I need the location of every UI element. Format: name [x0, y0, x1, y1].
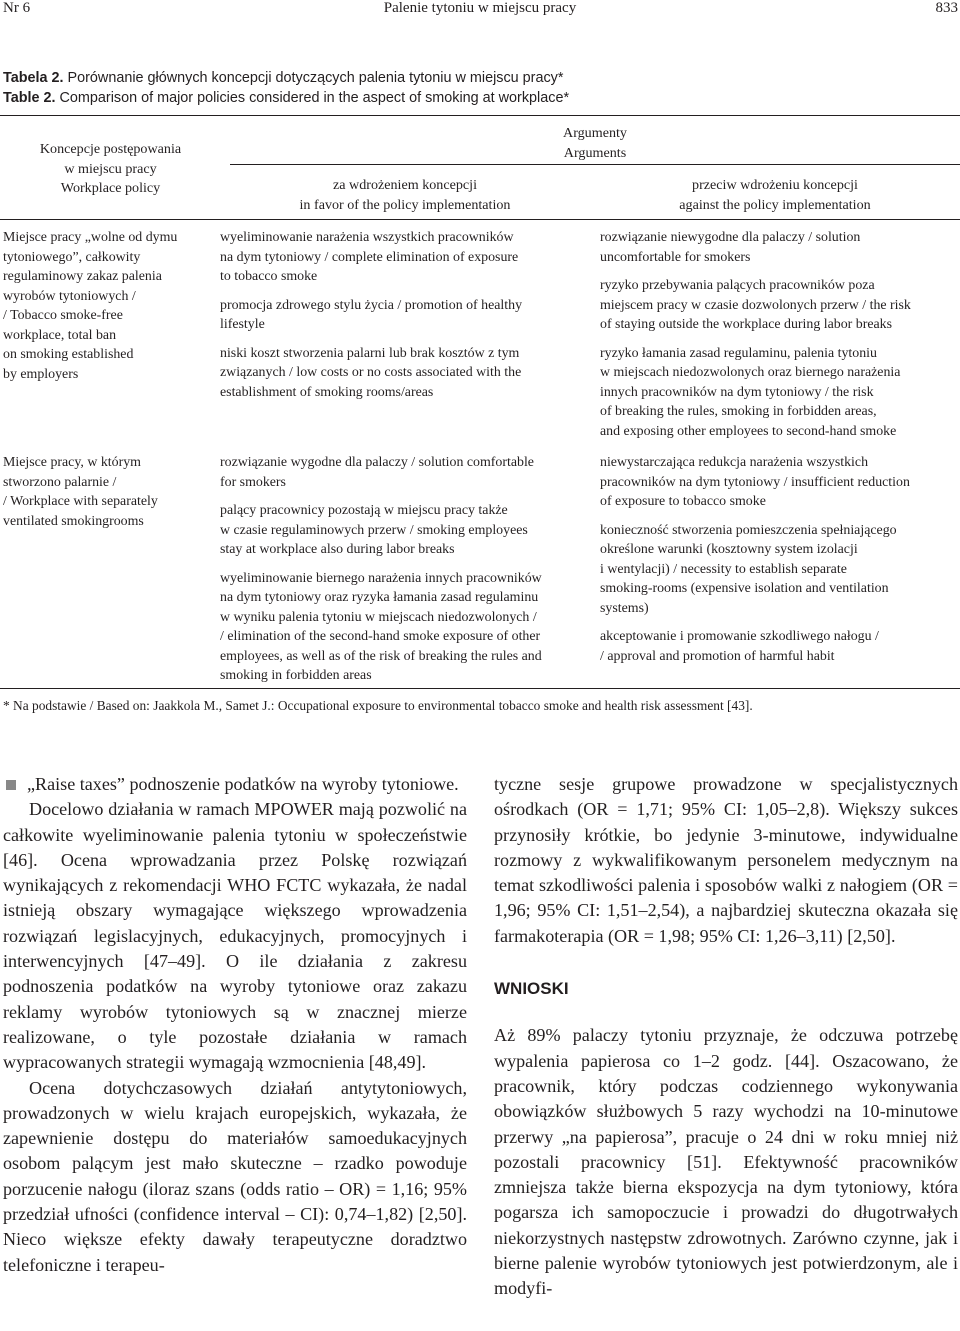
cell-line: niewystarczająca redukcja narażenia wszystkich: [600, 455, 869, 470]
cell-line: na dym tytoniowy / complete elimination of exposure: [220, 249, 519, 265]
argument-item: [600, 344, 960, 442]
row-2-policy: [3, 453, 208, 531]
paragraph: Ocena dotychczasowych działań antytytoniowych, prowadzonych w wielu krajach europejskich, wykazała, że zapewnienie dostępu do materiałów samoedukacyjnych osobom palącym jest mało skuteczne – rzadko powoduje porzucenie nałogu (iloraz szans (odds ratio – OR) = 1,16; 95% przedział ufności (confidence interval – CI): 0,74–1,82) [2,50]. Nieco większe efekty dawały terapeutyczne doradztwo telefoniczne i terapeu-: [3, 1077, 467, 1275]
cell-line: w miejscach niedozwolonych oraz biernego narażenia: [600, 365, 901, 380]
cell-line: uncomfortable for smokers: [600, 249, 751, 265]
cell-line: wyeliminowanie narażenia wszystkich pracowników: [220, 230, 514, 245]
header-line: Koncepcje postępowania: [39, 141, 182, 157]
cell-line: wyeliminowanie biernego narażenia innych pracowników: [220, 570, 542, 586]
header-against: [590, 176, 960, 215]
cell-line: w wyniku palenia tytoniu w miejscach niedozwolonych /: [220, 609, 537, 625]
header-line: za wdrożeniem koncepcji: [333, 177, 477, 193]
body-column-left: [3, 772, 467, 1278]
cell-line: promocja zdrowego stylu życia / promotion of healthy: [220, 297, 523, 313]
cell-line: regulaminowy zakaz palenia: [3, 269, 162, 284]
paragraph: Aż 89% palaczy tytoniu przyznaje, że odczuwa potrzebę wypalenia papierosa co 1–2 godz. [44]. Oszacowano, że pracownik, który podczas codziennego wykonywania obowiązków służbowych 5 razy wychodzi na 10-minutowe przerwy „na papierosa”, pracuje o 24 dni w roku mniej niż pozostali pracownicy [51]. Efektywność pracowników zmniejsza także bierna ekspozycja na dym tytoniowy, która pogarsza ich samopoczucie i prowadzi do długotrwałych niekorzystnych następstw zdrowotnych. Zarówno czynne, jak i bierne palenie wyrobów tytoniowych jest potwierdzonym, ale i modyfi-: [494, 1025, 958, 1299]
cell-line: i wentylacji) / necessity to establish separate: [600, 561, 847, 577]
caption-polish: [3, 68, 569, 88]
argument-item: [600, 453, 960, 512]
cell-line: związanych / low costs or no costs associated with the: [220, 365, 522, 380]
header-line: Argumenty: [563, 125, 627, 141]
cell-line: Miejsce pracy, w którym: [3, 455, 141, 470]
header-favor: [230, 176, 580, 215]
argument-item: [220, 296, 585, 335]
argument-item: [600, 627, 960, 666]
header-line: przeciw wdrożeniu koncepcji: [692, 177, 858, 193]
cell-line: ryzyko przebywania palących pracowników poza: [600, 278, 875, 293]
table-top-rule: [0, 115, 960, 116]
cell-line: ventilated smokingrooms: [3, 513, 144, 529]
argument-item: [220, 453, 585, 492]
running-title: Palenie tytoniu w miejscu pracy: [383, 0, 577, 16]
paragraph: Docelowo działania w ramach MPOWER mają pozwolić na całkowite wyeliminowanie palenia tytoniu w społeczeństwie [46]. Ocena wprowadzania przez Polskę rozwiązań wynikających z rekomendacji WHO FCTC wykazała, że nadal istnieją obszary wymagające większego wprowadzenia rozwiązań legislacyjnych, edukacyjnych, promocyjnych i interwencyjnych [47–49]. O ile działania z zakresu podnoszenia podatków na wyroby tytoniowe oraz zakazu reklamy wyrobów tytoniowych są w znacznej mierze realizowane, o tyle pozostałe działania w ramach wypracowanych strategii wymagają wzmocnienia [48,49].: [3, 799, 467, 1073]
cell-line: innych pracowników na dym tytoniowy / the risk: [600, 384, 874, 400]
cell-line: niski koszt stworzenia palarni lub brak kosztów z tym: [220, 345, 520, 361]
page-number: 833: [935, 0, 958, 16]
cell-line: of staying outside the workplace during labor breaks: [600, 317, 893, 332]
header-line: against the policy implementation: [679, 196, 871, 213]
caption-label: Table 2.: [3, 90, 56, 106]
header-policy: [3, 140, 218, 199]
cell-line: to tobacco smoke: [220, 269, 318, 284]
section-heading: WNIOSKI: [494, 979, 569, 999]
cell-line: workplace, total ban: [3, 327, 117, 343]
header-line: Arguments: [563, 144, 627, 161]
cell-line: określone warunki (kosztowny system izolacji: [600, 542, 858, 557]
cell-line: smoking-rooms (expensive isolation and ventilation: [600, 581, 889, 596]
cell-line: tytoniowego”, całkowity: [3, 249, 141, 265]
cell-line: konieczność stworzenia pomieszczenia spełniającego: [600, 522, 897, 538]
cell-line: / Workplace with separately: [3, 494, 158, 509]
argument-item: [600, 276, 960, 335]
arguments-rule: [230, 164, 960, 165]
bullet-text: „Raise taxes” podnoszenie podatków na wyroby tytoniowe.: [27, 774, 459, 794]
caption-english: [3, 88, 569, 108]
paragraph: tyczne sesje grupowe prowadzone w specjalistycznych ośrodkach (OR = 1,71; 95% CI: 1,05–2,8). Większy sukces przynosiły krótkie, bo jedynie 3-minutowe, indywidualne rozmowy z wykwalifikowanym personelem medycznym na temat szkodliwości palenia i sposobów walki z nałogiem (OR = 1,96; 95% CI: 1,51–2,54), a najbardziej skuteczna okazała się farmakoterapia (OR = 1,98; 95% CI: 1,26–3,11) [2,50].: [494, 774, 958, 946]
row-1-favor: [220, 228, 585, 411]
cell-line: Miejsce pracy „wolne od dymu: [3, 230, 178, 245]
row-2-against: [600, 453, 960, 675]
cell-line: and exposing other employees to second-hand smoke: [600, 423, 897, 439]
cell-line: / elimination of the second-hand smoke exposure of other: [220, 629, 541, 644]
header-line: in favor of the policy implementation: [299, 196, 511, 213]
header-arguments: [230, 124, 960, 163]
cell-line: wyrobów tytoniowych /: [3, 288, 136, 304]
cell-line: akceptowanie i promowanie szkodliwego nałogu /: [600, 629, 879, 644]
argument-item: [220, 228, 585, 287]
cell-line: establishment of smoking rooms/areas: [220, 384, 434, 400]
caption-text: Porównanie głównych koncepcji dotyczących palenia tytoniu w miejscu pracy*: [63, 70, 564, 86]
row-1-policy: [3, 228, 208, 384]
argument-item: [220, 344, 585, 403]
cell-line: stworzono palarnie /: [3, 474, 117, 490]
square-bullet-icon: [6, 780, 16, 790]
cell-line: palący pracownicy pozostają w miejscu pracy także: [220, 503, 508, 518]
argument-item: [600, 228, 960, 267]
argument-item: [220, 501, 585, 560]
cell-line: employees, as well as of the risk of breaking the rules and: [220, 648, 542, 664]
body-column-right: [494, 772, 958, 1302]
row-1-against: [600, 228, 960, 450]
cell-line: smoking in forbidden areas: [220, 668, 372, 683]
cell-line: rozwiązanie wygodne dla palaczy / solution comfortable: [220, 455, 534, 470]
cell-line: by employers: [3, 366, 79, 382]
argument-item: [600, 521, 960, 619]
cell-line: stay at workplace also during labor breaks: [220, 542, 455, 557]
cell-line: / approval and promotion of harmful habit: [600, 648, 835, 664]
header-line: w miejscu pracy: [64, 160, 157, 177]
table-footnote: * Na podstawie / Based on: Jaakkola M., Samet J.: Occupational exposure to environmental tobacco smoke and health risk assessment [43].: [3, 698, 753, 713]
cell-line: ryzyko łamania zasad regulaminu, palenia tytoniu: [600, 345, 877, 361]
header-line: Workplace policy: [60, 180, 161, 196]
table-caption: [3, 68, 569, 108]
caption-label: Tabela 2.: [3, 70, 64, 86]
cell-line: w czasie regulaminowych przerw / smoking employees: [220, 522, 528, 538]
cell-line: lifestyle: [220, 317, 265, 332]
cell-line: of breaking the rules, smoking in forbidden areas,: [600, 404, 877, 419]
cell-line: for smokers: [220, 474, 286, 490]
table-header-rule: [0, 219, 960, 220]
running-header: [0, 0, 960, 24]
bullet-item: [3, 772, 467, 797]
cell-line: on smoking established: [3, 347, 134, 362]
cell-line: rozwiązanie niewygodne dla palaczy / solution: [600, 230, 861, 245]
cell-line: of exposure to tobacco smoke: [600, 494, 766, 509]
cell-line: systems): [600, 600, 649, 616]
cell-line: / Tobacco smoke-free: [3, 308, 123, 323]
cell-line: miejscem pracy w czasie dozwolonych przerw / the risk: [600, 297, 911, 313]
issue-number: Nr 6: [3, 0, 31, 16]
caption-text: Comparison of major policies considered in the aspect of smoking at workplace*: [55, 90, 570, 106]
cell-line: pracowników na dym tytoniowy / insufficient reduction: [600, 474, 910, 490]
row-2-favor: [220, 453, 585, 695]
argument-item: [220, 569, 585, 686]
cell-line: na dym tytoniowy oraz ryzyka łamania zasad regulaminu: [220, 590, 539, 605]
